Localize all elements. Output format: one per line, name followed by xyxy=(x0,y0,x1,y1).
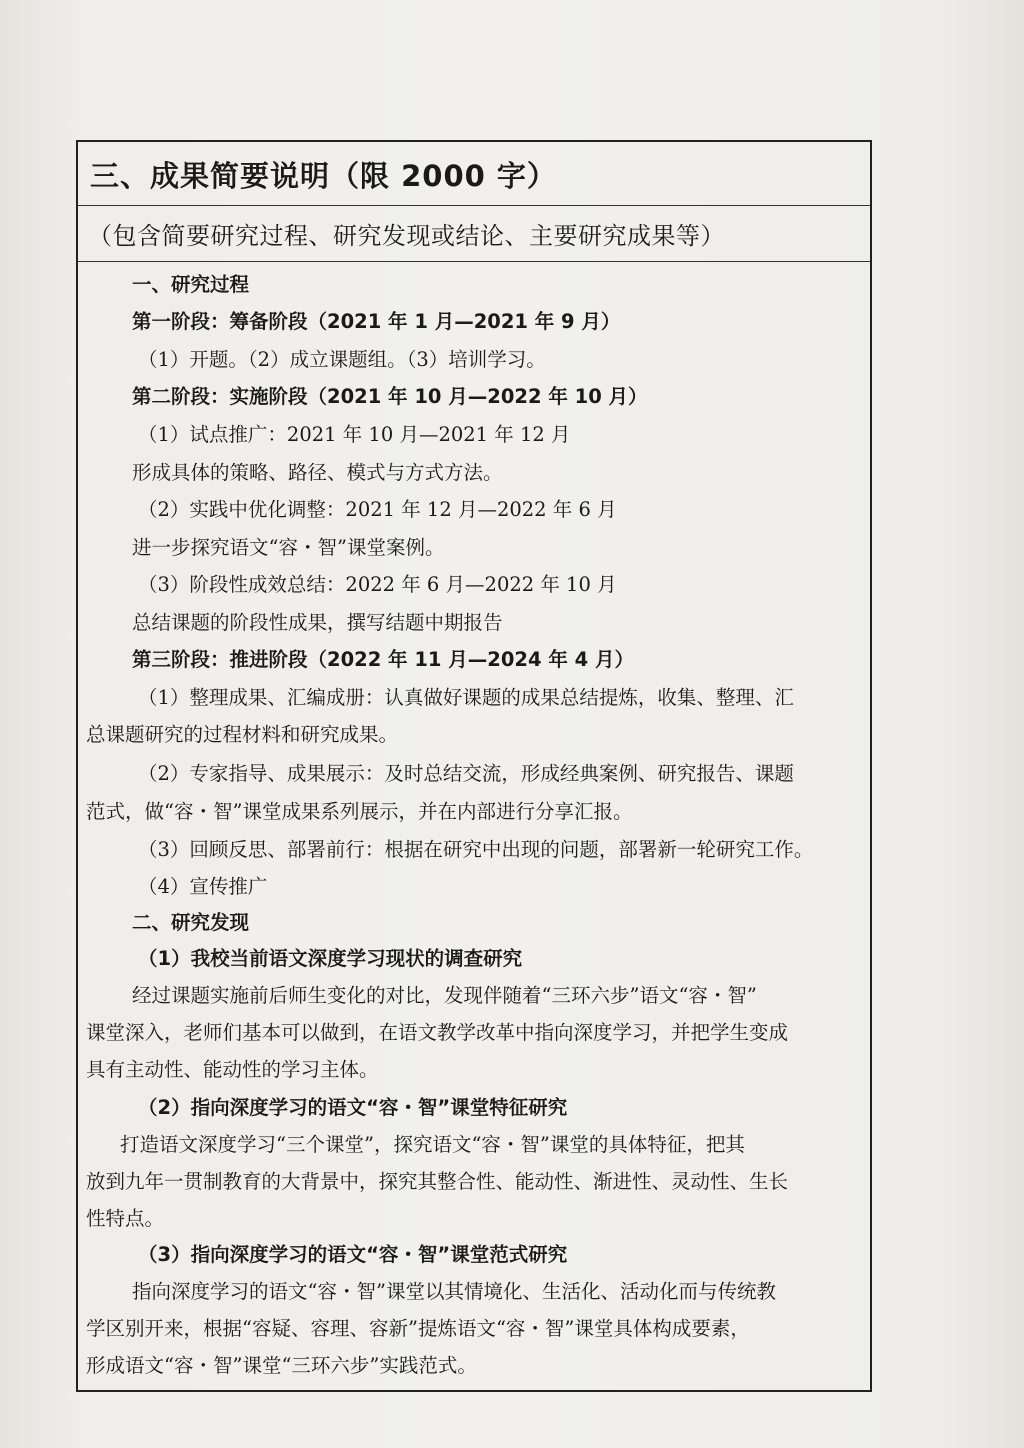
paragraph-line: （3）阶段性成效总结：2022 年 6 月—2022 年 10 月 xyxy=(138,573,617,596)
section-title: 三、成果简要说明（限 2000 字） xyxy=(78,142,870,206)
paragraph-line: （3）回顾反思、部署前行：根据在研究中出现的问题，部署新一轮研究工作。 xyxy=(138,838,814,861)
paragraph-line: （1）整理成果、汇编成册：认真做好课题的成果总结提炼，收集、整理、汇 xyxy=(138,686,794,709)
stage-1-heading: 第一阶段：筹备阶段（2021 年 1 月—2021 年 9 月） xyxy=(132,310,621,333)
paragraph-line: 总课题研究的过程材料和研究成果。 xyxy=(86,723,399,746)
paragraph-line: 性特点。 xyxy=(86,1207,165,1230)
heading-research-process: 一、研究过程 xyxy=(132,273,250,296)
paragraph-line: 经过课题实施前后师生变化的对比，发现伴随着“三环六步”语文“容・智” xyxy=(132,984,757,1007)
paragraph-line: （2）专家指导、成果展示：及时总结交流，形成经典案例、研究报告、课题 xyxy=(138,762,794,785)
paragraph-line: 形成具体的策略、路径、模式与方式方法。 xyxy=(132,461,503,484)
stage-3-heading: 第三阶段：推进阶段（2022 年 11 月—2024 年 4 月） xyxy=(132,648,634,671)
paragraph-line: 进一步探究语文“容・智”课堂案例。 xyxy=(132,536,445,559)
paragraph-line: 总结课题的阶段性成果，撰写结题中期报告 xyxy=(132,611,503,634)
paragraph-line: 课堂深入，老师们基本可以做到，在语文教学改革中指向深度学习，并把学生变成 xyxy=(86,1021,789,1044)
paragraph-line: （4）宣传推广 xyxy=(138,875,268,898)
heading-research-findings: 二、研究发现 xyxy=(132,911,250,934)
paragraph-line: 范式，做“容・智”课堂成果系列展示，并在内部进行分享汇报。 xyxy=(86,800,633,823)
paragraph-line: （1）试点推广：2021 年 10 月—2021 年 12 月 xyxy=(138,423,571,446)
paragraph-line: 指向深度学习的语文“容・智”课堂以其情境化、生活化、活动化而与传统教 xyxy=(132,1280,776,1303)
finding-2-heading: （2）指向深度学习的语文“容・智”课堂特征研究 xyxy=(138,1096,568,1119)
paragraph-line: 具有主动性、能动性的学习主体。 xyxy=(86,1058,379,1081)
paragraph-line: 打造语文深度学习“三个课堂”，探究语文“容・智”课堂的具体特征，把其 xyxy=(120,1133,745,1156)
paragraph-line: 放到九年一贯制教育的大背景中，探究其整合性、能动性、渐进性、灵动性、生长 xyxy=(86,1170,789,1193)
paragraph-line: （2）实践中优化调整：2021 年 12 月—2022 年 6 月 xyxy=(138,498,617,521)
finding-3-heading: （3）指向深度学习的语文“容・智”课堂范式研究 xyxy=(138,1243,568,1266)
paragraph-line: 形成语文“容・智”课堂“三环六步”实践范式。 xyxy=(86,1354,477,1377)
paragraph-line: （1）开题。（2）成立课题组。（3）培训学习。 xyxy=(138,348,546,371)
paragraph-line: 学区别开来，根据“容疑、容理、容新”提炼语文“容・智”课堂具体构成要素， xyxy=(86,1317,750,1340)
finding-1-heading: （1）我校当前语文深度学习现状的调查研究 xyxy=(138,947,523,970)
section-subtitle: （包含简要研究过程、研究发现或结论、主要研究成果等） xyxy=(78,206,870,262)
stage-2-heading: 第二阶段：实施阶段（2021 年 10 月—2022 年 10 月） xyxy=(132,385,648,408)
form-table xyxy=(76,140,872,1392)
